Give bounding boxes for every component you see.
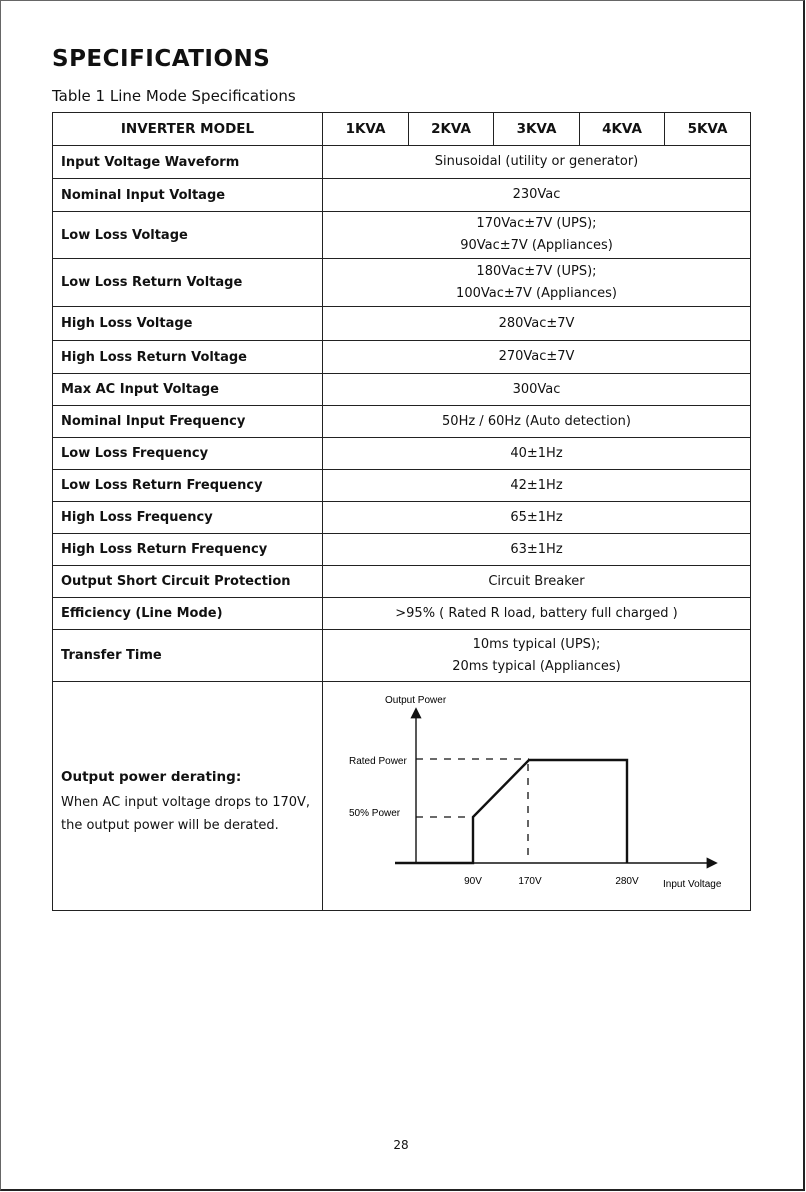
row-value-line-1: 170Vac±7V (UPS); bbox=[476, 216, 597, 231]
header-5kva: 5KVA bbox=[665, 113, 751, 146]
table-caption: Table 1 Line Mode Specifications bbox=[52, 87, 296, 105]
row-value bbox=[323, 212, 751, 259]
row-value-line-2: 20ms typical (Appliances) bbox=[452, 658, 621, 674]
row-value: Sinusoidal (utility or generator) bbox=[323, 146, 751, 179]
table-row bbox=[53, 259, 751, 307]
table-row bbox=[53, 438, 751, 470]
derating-diagram bbox=[323, 682, 750, 906]
x-axis-label: Input Voltage bbox=[663, 879, 722, 890]
x-tick-90v: 90V bbox=[464, 876, 482, 887]
row-value bbox=[323, 630, 751, 682]
row-value: 65±1Hz bbox=[323, 502, 751, 534]
table-row bbox=[53, 146, 751, 179]
row-label: High Loss Return Voltage bbox=[53, 341, 323, 374]
table-row bbox=[53, 179, 751, 212]
rated-power-label: Rated Power bbox=[349, 756, 407, 767]
row-label: Nominal Input Voltage bbox=[53, 179, 323, 212]
row-value-line-1: 180Vac±7V (UPS); bbox=[476, 263, 597, 279]
row-label: High Loss Frequency bbox=[53, 502, 323, 534]
row-value-line-2: 100Vac±7V (Appliances) bbox=[456, 285, 617, 301]
row-label: Input Voltage Waveform bbox=[53, 146, 323, 179]
row-value-line-1: 10ms typical (UPS); bbox=[472, 636, 601, 652]
table-row bbox=[53, 598, 751, 630]
table-row bbox=[53, 630, 751, 682]
table-row bbox=[53, 212, 751, 259]
table-header-row bbox=[53, 113, 751, 146]
header-inverter-model: INVERTER MODEL bbox=[53, 113, 323, 146]
row-value: 280Vac±7V bbox=[323, 307, 751, 341]
table-row bbox=[53, 341, 751, 374]
table-row bbox=[53, 502, 751, 534]
derating-curve bbox=[395, 760, 627, 863]
row-value: 42±1Hz bbox=[323, 470, 751, 502]
table-row bbox=[53, 374, 751, 406]
row-label: High Loss Voltage bbox=[53, 307, 323, 341]
header-2kva: 2KVA bbox=[409, 113, 494, 146]
row-value-line-2: 90Vac±7V (Appliances) bbox=[460, 238, 613, 253]
row-label: Output Short Circuit Protection bbox=[53, 566, 323, 598]
row-label: Low Loss Return Frequency bbox=[53, 470, 323, 502]
table-row bbox=[53, 566, 751, 598]
row-value: 50Hz / 60Hz (Auto detection) bbox=[323, 406, 751, 438]
row-label: Low Loss Frequency bbox=[53, 438, 323, 470]
row-value bbox=[323, 259, 751, 307]
half-power-label: 50% Power bbox=[349, 808, 401, 819]
table-row bbox=[53, 470, 751, 502]
row-label: Low Loss Return Voltage bbox=[53, 259, 323, 307]
row-label: Efficiency (Line Mode) bbox=[53, 598, 323, 630]
page-title: SPECIFICATIONS bbox=[52, 46, 271, 72]
row-value: 63±1Hz bbox=[323, 534, 751, 566]
derating-cell bbox=[53, 682, 323, 911]
derating-text: When AC input voltage drops to 170V, the output power will be derated. bbox=[61, 795, 311, 833]
table-row bbox=[53, 406, 751, 438]
derating-title: Output power derating: bbox=[61, 769, 242, 785]
line-mode-spec-table bbox=[52, 112, 751, 911]
row-label: Transfer Time bbox=[53, 630, 323, 682]
x-tick-280v: 280V bbox=[615, 876, 639, 887]
page-number: 28 bbox=[393, 1138, 409, 1152]
header-1kva: 1KVA bbox=[323, 113, 409, 146]
row-value: 300Vac bbox=[323, 374, 751, 406]
derating-row bbox=[53, 682, 751, 911]
row-label: Max AC Input Voltage bbox=[53, 374, 323, 406]
row-value: 270Vac±7V bbox=[323, 341, 751, 374]
y-axis-label: Output Power bbox=[385, 695, 447, 706]
header-4kva: 4KVA bbox=[580, 113, 665, 146]
row-label: High Loss Return Frequency bbox=[53, 534, 323, 566]
row-value: 230Vac bbox=[323, 179, 751, 212]
row-label: Nominal Input Frequency bbox=[53, 406, 323, 438]
row-value: Circuit Breaker bbox=[323, 566, 751, 598]
row-value: >95% ( Rated R load, battery full charged ) bbox=[323, 598, 751, 630]
row-value: 40±1Hz bbox=[323, 438, 751, 470]
header-3kva: 3KVA bbox=[494, 113, 580, 146]
table-row bbox=[53, 307, 751, 341]
row-label: Low Loss Voltage bbox=[53, 212, 323, 259]
x-tick-170v: 170V bbox=[518, 876, 542, 887]
table-row bbox=[53, 534, 751, 566]
derating-diagram-cell bbox=[323, 682, 751, 911]
